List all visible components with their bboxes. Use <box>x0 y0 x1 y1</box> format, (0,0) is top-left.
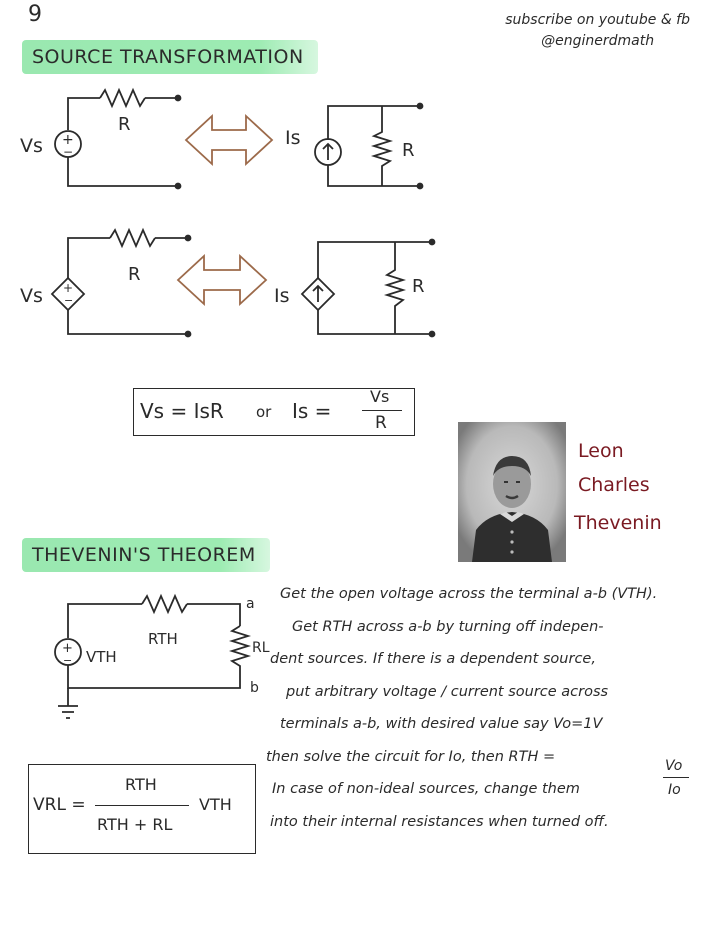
thevenin-circuit-diagram <box>30 588 270 748</box>
vth-label: VTH <box>86 648 117 666</box>
wire <box>68 604 142 638</box>
eq-or: or <box>256 403 272 421</box>
rth-label: RTH <box>148 630 178 648</box>
terminal-b-label: b <box>250 680 259 696</box>
wire <box>68 310 188 334</box>
double-arrow <box>178 256 266 304</box>
text-line-3: dent sources. If there is a dependent source, <box>270 651 596 667</box>
wire <box>68 157 178 186</box>
credit-block <box>505 10 690 52</box>
plus-sign-2: + <box>63 281 74 295</box>
rth-fraction-num: Vo <box>665 758 683 774</box>
vs-label-2: Vs <box>20 285 43 307</box>
thevenin-explanation <box>262 578 714 838</box>
resistor-zigzag <box>374 106 390 186</box>
terminal-dot <box>176 96 181 101</box>
minus-sign: − <box>63 654 73 667</box>
text-line-2: Get RTH across a-b by turning off indepen- <box>292 618 604 635</box>
source-transformation-diagram <box>0 80 720 380</box>
text-line-6: then solve the circuit for Io, then RTH = <box>266 748 556 765</box>
name-middle: Charles <box>578 474 650 496</box>
thevenin-portrait <box>458 422 566 562</box>
minus-sign-2: − <box>64 294 74 307</box>
text-line-5: terminals a-b, with desired value say Vo=1V <box>280 716 603 732</box>
rth-fraction-den: Io <box>668 782 681 798</box>
terminal-dot <box>176 184 181 189</box>
eq-numerator: Vs <box>370 387 390 406</box>
ground-symbol <box>58 706 78 718</box>
text-line-4: put arbitrary voltage / current source across <box>286 683 609 700</box>
eq-vs-isr: Vs = IsR <box>140 399 224 423</box>
terminal-dot <box>430 332 435 337</box>
terminal-dot <box>418 184 423 189</box>
terminal-a-label: a <box>246 596 255 612</box>
vs-label-1: Vs <box>20 135 43 157</box>
voltage-divider-formula <box>28 764 256 854</box>
plus-sign: + <box>62 641 73 656</box>
plus-sign-1: + <box>62 132 74 148</box>
is-label-2: Is <box>274 285 290 307</box>
divider-fraction-bar <box>95 805 189 806</box>
r-shunt-label-1: R <box>402 140 415 161</box>
wire <box>68 665 240 688</box>
wire <box>318 242 432 278</box>
arrow-up <box>323 144 333 160</box>
divider-denominator: RTH + RL <box>97 815 173 834</box>
arrow-up <box>313 286 323 302</box>
text-line-7: In case of non-ideal sources, change them <box>272 781 580 797</box>
rth-fraction-bar <box>663 777 689 778</box>
wire <box>187 604 240 626</box>
divider-numerator: RTH <box>125 775 157 794</box>
vrl-label: VRL = <box>33 795 86 815</box>
eq-denominator: R <box>375 413 387 433</box>
thevenin-theorem-title: THEVENIN'S THEOREM <box>22 538 270 572</box>
load-resistor-zigzag <box>232 626 248 672</box>
r-label-2: R <box>128 264 141 285</box>
wire <box>68 98 100 130</box>
source-transformation-title: SOURCE TRANSFORMATION <box>22 40 318 74</box>
wire <box>328 165 420 186</box>
eq-is: Is = <box>292 399 332 423</box>
rl-label: RL <box>252 640 270 656</box>
wire <box>328 106 420 140</box>
credit-handle: @enginerdmath <box>541 33 655 49</box>
resistor-zigzag <box>100 90 145 106</box>
resistor-zigzag <box>142 596 187 612</box>
minus-sign-1: − <box>63 145 74 159</box>
page-number: 9 <box>28 2 42 27</box>
terminal-dot <box>186 332 191 337</box>
source-transformation-equation <box>133 388 415 436</box>
terminal-dot <box>418 104 423 109</box>
r-shunt-label-2: R <box>412 276 425 297</box>
terminal-dot <box>430 240 435 245</box>
wire <box>318 310 432 334</box>
r-label-1: R <box>118 114 131 135</box>
name-first: Leon <box>578 440 624 462</box>
vth-multiplier: VTH <box>199 795 232 814</box>
double-arrow <box>186 116 272 164</box>
terminal-dot <box>186 236 191 241</box>
name-last: Thevenin <box>574 512 662 534</box>
text-line-8: into their internal resistances when turned off. <box>270 813 609 830</box>
wire <box>68 238 110 278</box>
text-line-1: Get the open voltage across the terminal a-b (VTH). <box>280 586 658 602</box>
fraction-bar <box>362 410 402 411</box>
is-label-1: Is <box>285 127 301 149</box>
resistor-zigzag <box>110 230 155 246</box>
credit-line-1: subscribe on youtube & fb <box>505 12 690 28</box>
resistor-zigzag <box>387 242 403 334</box>
